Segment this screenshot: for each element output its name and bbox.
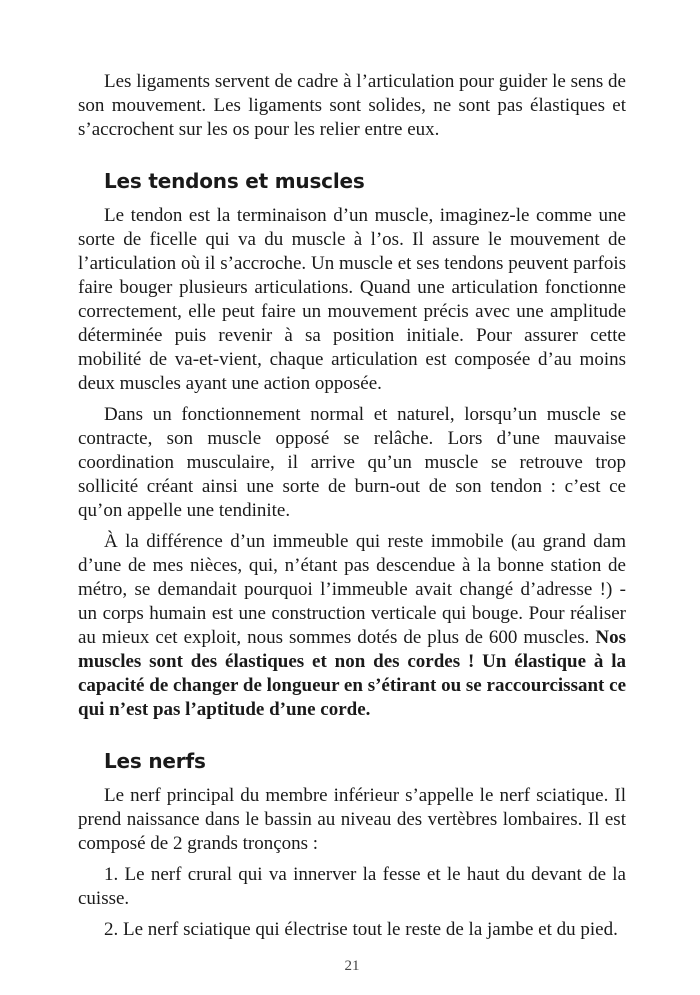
paragraph-immeuble <box>78 530 626 722</box>
page-number: 21 <box>344 958 360 974</box>
list-item: 1. Le nerf crural qui va innerver la fesse et le haut du devant de la cuisse. <box>78 864 626 909</box>
paragraph-ligaments: Les ligaments servent de cadre à l’articulation pour guider le sens de son mouvement. Les ligaments sont solides, ne sont pas élastiques et s’accrochent sur les os pour les relier entre eux. <box>78 71 626 140</box>
page-body <box>78 0 626 976</box>
heading-nerfs: Les nerfs <box>104 749 206 773</box>
paragraph-nerf-sciatique: Le nerf principal du membre inférieur s’appelle le nerf sciatique. Il prend naissance dans le bassin au niveau des vertèbres lombaires. Il est composé de 2 grands tronçons : <box>78 785 626 854</box>
paragraph-tendon: Le tendon est la terminaison d’un muscle, imaginez-le comme une sorte de ficelle qui va du muscle à l’os. Il assure le mouvement de l’articulation où il s’accroche. Un muscle et ses tendons peuvent parfois faire bouger plusieurs articulations. Quand une articulation fonctionne correctement, elle peut faire un mouvement précis avec une amplitude déterminée puis revenir à sa position initiale. Pour assurer cette mobilité de va-et-vient, chaque articulation est composée d’au moins deux muscles ayant une action opposée. <box>78 205 626 394</box>
list-item: 2. Le nerf sciatique qui électrise tout le reste de la jambe et du pied. <box>104 919 618 940</box>
paragraph-tendinite: Dans un fonctionnement normal et naturel, lorsqu’un muscle se contracte, son muscle opposé se relâche. Lors d’une mauvaise coordination musculaire, il arrive qu’un muscle se retrouve trop sollicité créant ainsi une sorte de burn-out de son tendon : c’est ce qu’on appelle une tendinite. <box>78 404 626 521</box>
paragraph-immeuble-bold: Nos muscles sont des élastiques et non des cordes ! Un élastique à la capacité de changer de longueur en s’étirant ou se raccourcissant ce qui n’est pas l’aptitude d’une corde. <box>78 627 626 720</box>
heading-tendons-muscles: Les tendons et muscles <box>104 169 365 193</box>
paragraph-immeuble-text: À la différence d’un immeuble qui reste immobile (au grand dam d’une de mes nièces, qui, n’étant pas descendue à la bonne station de métro, se demandait pourquoi l’immeuble avait changé d’adresse !) - un corps humain est une construction verticale qui bouge. Pour réaliser au mieux cet exploit, nous sommes dotés de plus de 600 muscles. <box>78 531 626 648</box>
